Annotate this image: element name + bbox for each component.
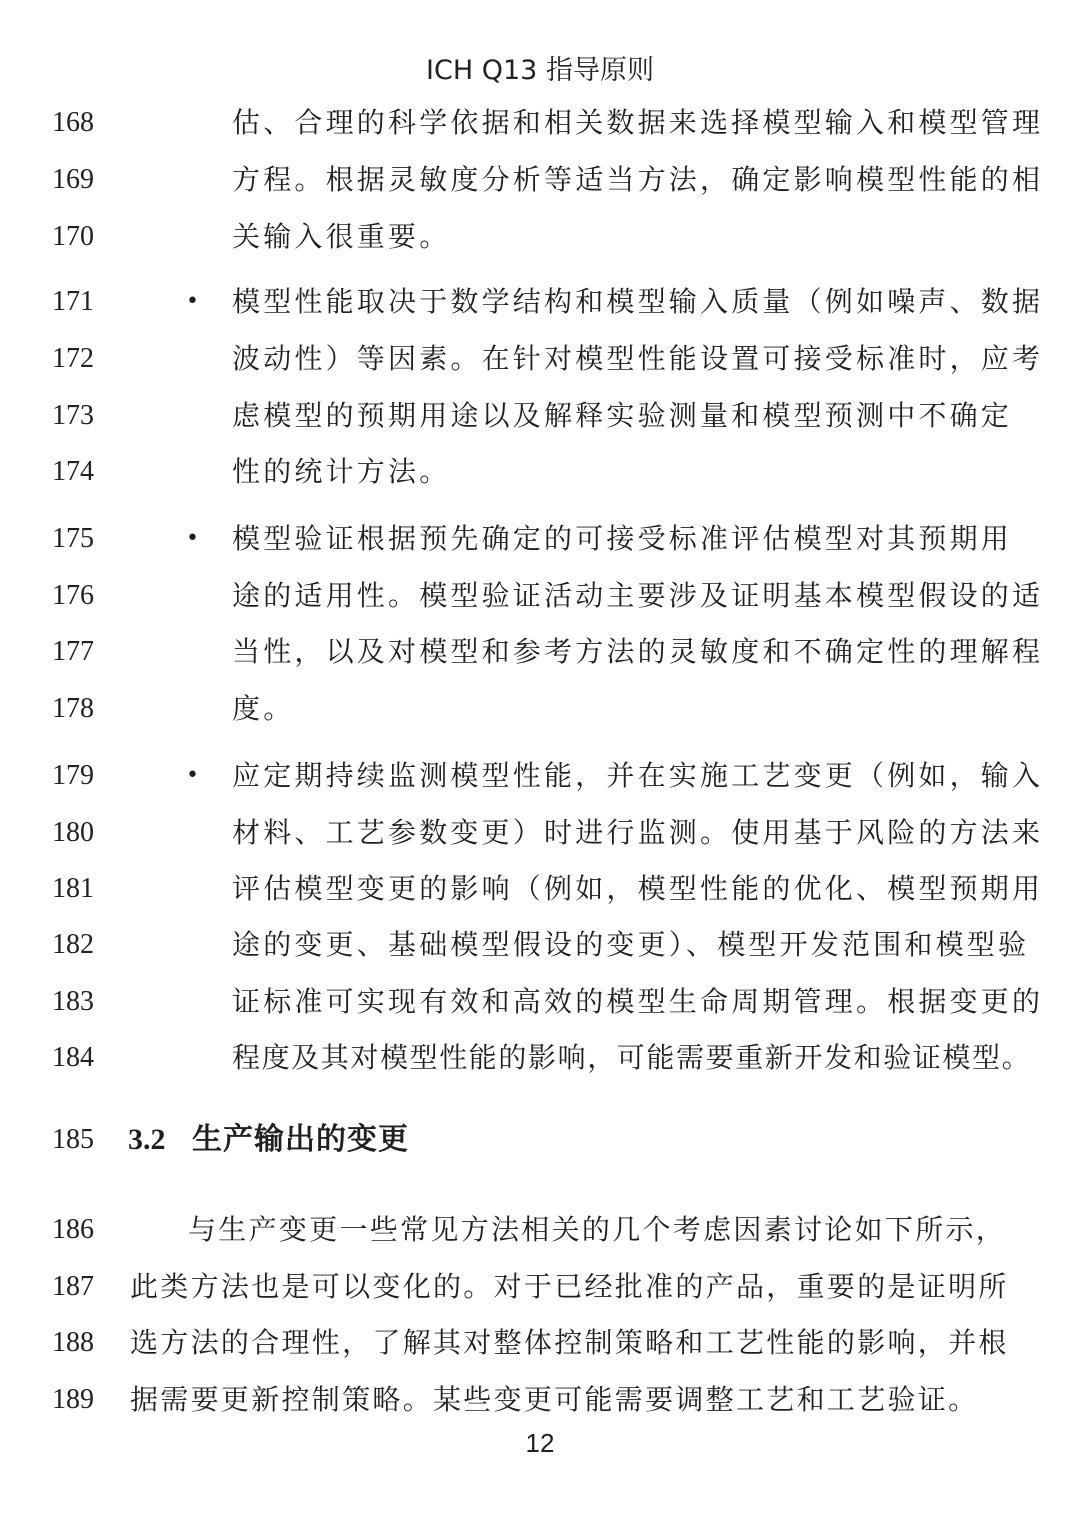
text-line <box>0 982 1080 1022</box>
line-number: 185 <box>52 1124 94 1155</box>
line-text: 波动性）等因素。在针对模型性能设置可接受标准时，应考 <box>232 342 1044 375</box>
line-number: 183 <box>52 986 94 1017</box>
bullet-icon: • <box>186 526 199 551</box>
line-number: 174 <box>52 456 94 487</box>
line-text: 关输入很重要。 <box>232 220 451 253</box>
line-number: 175 <box>52 523 94 554</box>
line-text: 证标准可实现有效和高效的模型生命周期管理。根据变更的 <box>232 985 1044 1018</box>
text-line <box>0 813 1080 853</box>
bullet-line <box>0 519 1080 559</box>
text-line <box>0 452 1080 492</box>
line-text: 选方法的合理性，了解其对整体控制策略和工艺性能的影响，并根 <box>130 1326 1009 1359</box>
line-text: 材料、工艺参数变更）时进行监测。使用基于风险的方法来 <box>232 816 1044 849</box>
line-text: 方程。根据灵敏度分析等适当方法，确定影响模型性能的相 <box>232 163 1044 196</box>
text-line <box>0 339 1080 379</box>
line-number: 184 <box>52 1042 94 1073</box>
section-title: 生产输出的变更 <box>192 1122 409 1157</box>
line-text: 模型验证根据预先确定的可接受标准评估模型对其预期用 <box>232 522 1013 555</box>
line-text: 应定期持续监测模型性能，并在实施工艺变更（例如，输入 <box>232 759 1044 792</box>
text-line <box>0 103 1080 143</box>
line-text: 此类方法也是可以变化的。对于已经批准的产品，重要的是证明所 <box>130 1270 1009 1303</box>
text-line <box>0 217 1080 257</box>
line-number: 171 <box>52 286 94 317</box>
line-text: 当性，以及对模型和参考方法的灵敏度和不确定性的理解程 <box>232 635 1044 668</box>
text-line <box>0 1380 1080 1420</box>
bullet-line <box>0 282 1080 322</box>
line-text: 途的适用性。模型验证活动主要涉及证明基本模型假设的适 <box>232 579 1044 612</box>
text-line <box>0 396 1080 436</box>
text-line <box>0 632 1080 672</box>
line-number: 172 <box>52 343 94 374</box>
text-line <box>0 925 1080 965</box>
line-number: 170 <box>52 221 94 252</box>
bullet-icon: • <box>186 289 199 314</box>
line-number: 179 <box>52 760 94 791</box>
page-header: ICH Q13 指导原则 <box>426 55 654 86</box>
line-number: 189 <box>52 1384 94 1415</box>
line-number: 186 <box>52 1214 94 1245</box>
text-line <box>0 576 1080 616</box>
text-line <box>0 1038 1080 1078</box>
page-number: 12 <box>525 1428 555 1458</box>
line-text: 估、合理的科学依据和相关数据来选择模型输入和模型管理 <box>232 106 1044 139</box>
text-line <box>0 869 1080 909</box>
line-number: 177 <box>52 636 94 667</box>
line-number: 182 <box>52 929 94 960</box>
line-text: 虑模型的预期用途以及解释实验测量和模型预测中不确定 <box>232 399 1013 432</box>
line-number: 169 <box>52 164 94 195</box>
section-number: 3.2 <box>128 1123 166 1156</box>
line-number: 173 <box>52 400 94 431</box>
line-number: 188 <box>52 1327 94 1358</box>
line-text: 据需要更新控制策略。某些变更可能需要调整工艺和工艺验证。 <box>130 1383 979 1416</box>
line-text: 程度及其对模型性能的影响，可能需要重新开发和验证模型。 <box>232 1041 1032 1074</box>
bullet-icon: • <box>186 763 199 788</box>
line-text: 模型性能取决于数学结构和模型输入质量（例如噪声、数据 <box>232 285 1044 318</box>
text-line <box>0 1210 1080 1250</box>
text-line <box>0 689 1080 729</box>
line-number: 187 <box>52 1271 94 1302</box>
line-number: 168 <box>52 107 94 138</box>
line-text: 度。 <box>232 692 295 725</box>
line-text: 性的统计方法。 <box>232 455 451 488</box>
line-number: 181 <box>52 873 94 904</box>
line-number: 176 <box>52 580 94 611</box>
line-text: 评估模型变更的影响（例如，模型性能的优化、模型预期用 <box>232 872 1044 905</box>
text-line <box>0 160 1080 200</box>
line-text: 与生产变更一些常见方法相关的几个考虑因素讨论如下所示， <box>188 1213 1007 1246</box>
line-number: 180 <box>52 817 94 848</box>
line-number: 178 <box>52 693 94 724</box>
bullet-line <box>0 756 1080 796</box>
text-line <box>0 1267 1080 1307</box>
section-heading <box>0 1120 1080 1160</box>
line-text: 途的变更、基础模型假设的变更）、模型开发范围和模型验 <box>232 928 1030 961</box>
text-line <box>0 1323 1080 1363</box>
